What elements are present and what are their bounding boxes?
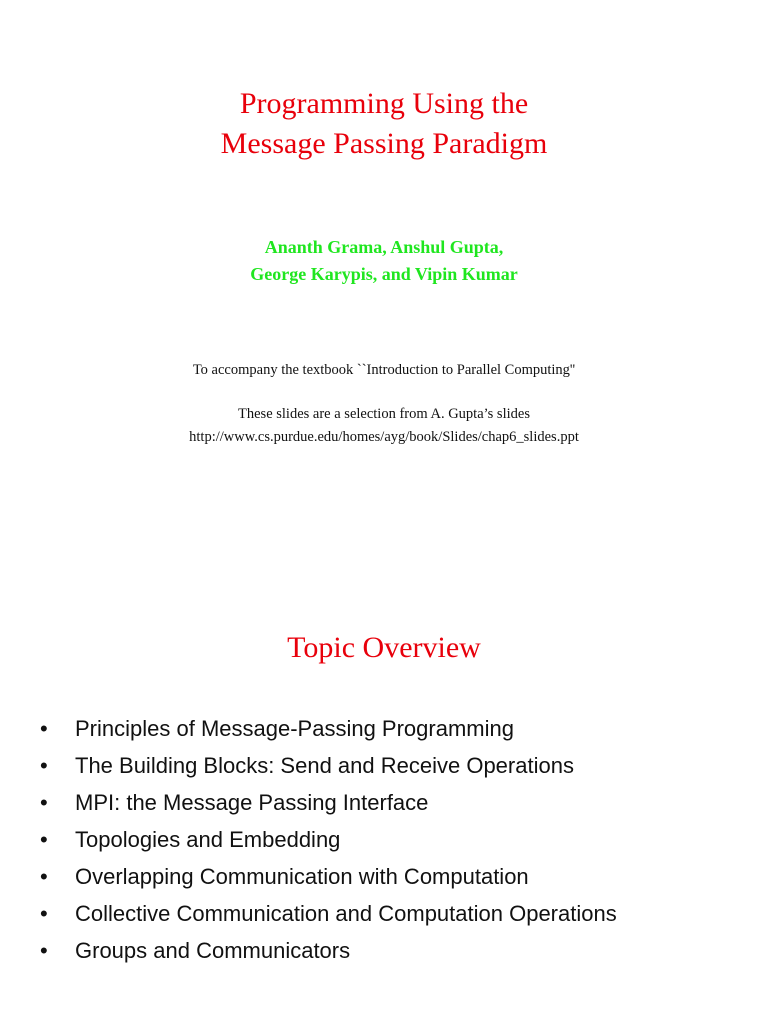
authors-line-2: George Karypis, and Vipin Kumar <box>250 264 518 284</box>
source-url: http://www.cs.purdue.edu/homes/ayg/book/Slides/chap6_slides.ppt <box>189 429 579 445</box>
list-item-text: Principles of Message-Passing Programming <box>75 716 514 741</box>
bullet-icon: • <box>40 864 48 889</box>
bullet-icon: • <box>40 790 48 815</box>
selection-note: These slides are a selection from A. Gupta’s slides <box>238 406 530 422</box>
bullet-icon: • <box>40 938 48 963</box>
list-item-text: The Building Blocks: Send and Receive Operations <box>75 753 574 778</box>
slide-title-line-2: Message Passing Paradigm <box>220 127 548 160</box>
topic-overview-slide <box>0 512 768 1024</box>
list-item-text: Topologies and Embedding <box>75 827 341 852</box>
bullet-icon: • <box>40 716 48 741</box>
list-item-text: Collective Communication and Computation Operations <box>75 901 617 926</box>
slide-title-line-1: Programming Using the <box>239 87 529 120</box>
bullet-icon: • <box>40 901 48 926</box>
authors-line-1: Ananth Grama, Anshul Gupta, <box>264 237 504 257</box>
bullet-icon: • <box>40 827 48 852</box>
list-item-text: Overlapping Communication with Computation <box>75 864 529 889</box>
list-item-text: MPI: the Message Passing Interface <box>75 790 429 815</box>
topic-overview-title: Topic Overview <box>287 631 481 664</box>
list-item-text: Groups and Communicators <box>75 938 351 963</box>
accompany-note: To accompany the textbook ``Introduction to Parallel Computing'' <box>192 362 576 378</box>
bullet-icon: • <box>40 753 48 778</box>
